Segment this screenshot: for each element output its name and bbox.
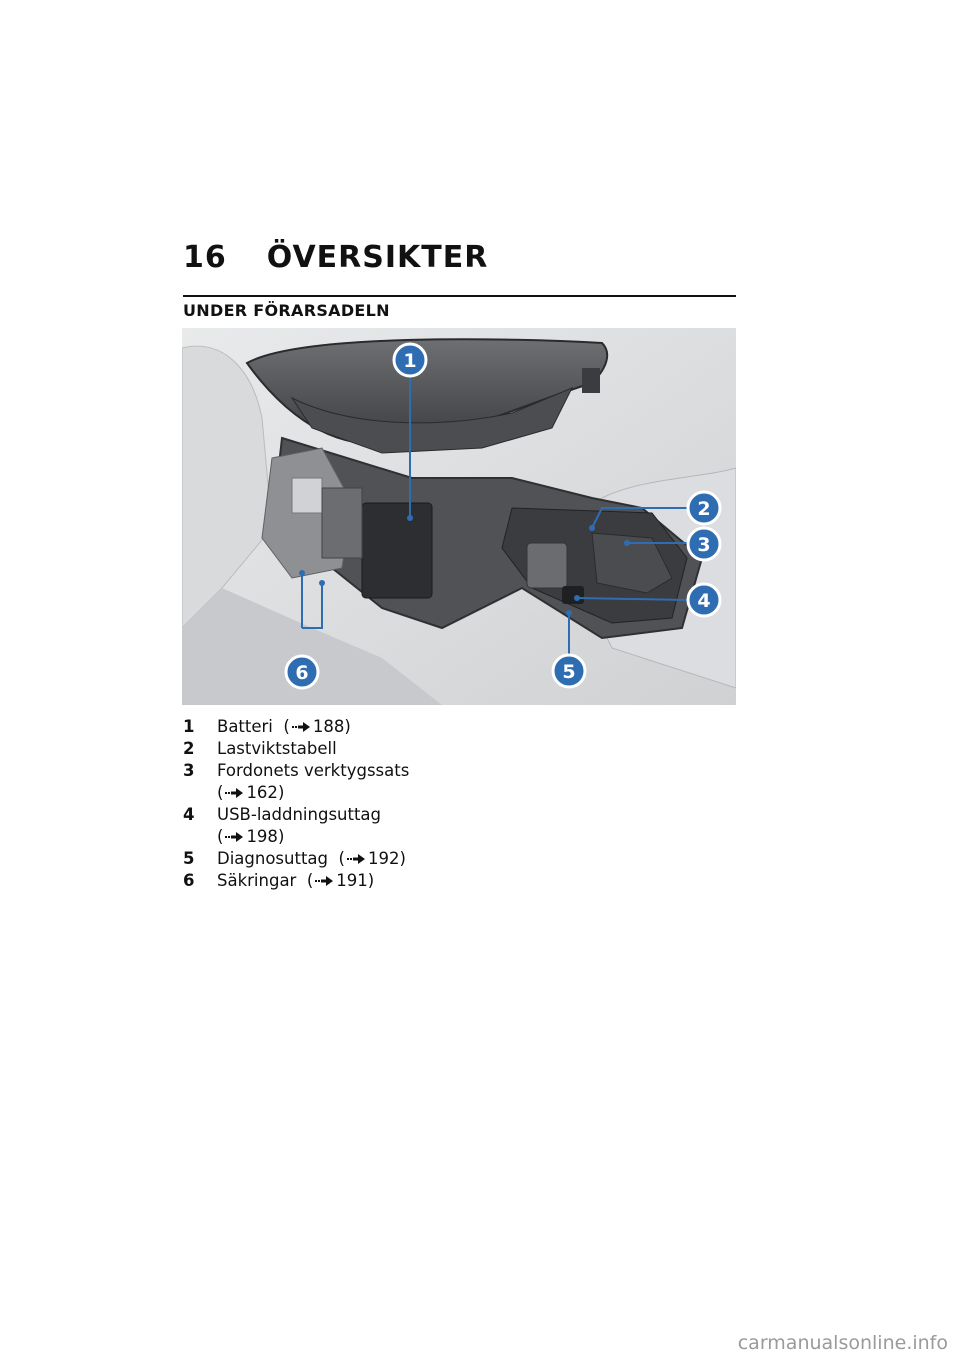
legend-item-number: 2: [183, 739, 195, 758]
parts-legend: [183, 716, 736, 892]
callout-6: [286, 656, 318, 688]
seat-latch: [527, 543, 567, 588]
page-reference[interactable]: ( 191): [301, 871, 375, 890]
page-reference-number: 198: [246, 827, 278, 846]
legend-item-label: Diagnosuttag: [217, 849, 329, 868]
reference-arrow-icon: [225, 788, 243, 798]
callout-5-label: 5: [562, 661, 576, 683]
callout-2-label: 2: [697, 498, 711, 520]
header-rule: [183, 295, 736, 297]
page-reference[interactable]: ( 198): [217, 827, 285, 846]
page-reference[interactable]: ( 192): [333, 849, 406, 868]
page-reference-number: 192: [367, 849, 400, 868]
page-header: [183, 240, 736, 275]
callout-6-label: 6: [295, 662, 309, 684]
legend-item-label: Lastviktstabell: [217, 739, 337, 758]
section-title: UNDER FÖRARSADELN: [183, 301, 390, 320]
reference-arrow-icon: [347, 854, 365, 864]
legend-item-label: Batteri: [217, 717, 273, 736]
watermark: carmanualsonline.info: [737, 1332, 948, 1354]
legend-item-label: Säkringar: [217, 871, 297, 890]
callout-3: [688, 528, 720, 560]
reference-arrow-icon: [315, 876, 333, 886]
legend-item-number: 5: [183, 849, 195, 868]
page-number: 16: [183, 240, 227, 275]
callout-4: [688, 584, 720, 616]
legend-item-number: 3: [183, 761, 195, 780]
legend-item: [183, 848, 736, 870]
page-reference-number: 188: [312, 717, 345, 736]
legend-item: [183, 716, 736, 738]
legend-item-label: Fordonets verktygssats: [217, 761, 410, 780]
battery-box: [362, 503, 432, 598]
legend-item: [183, 870, 736, 892]
legend-item: [183, 804, 736, 848]
chapter-title: ÖVERSIKTER: [266, 240, 489, 275]
legend-item: [183, 760, 736, 804]
legend-item: [183, 738, 736, 760]
page-reference-number: 162: [246, 783, 278, 802]
callout-1-label: 1: [403, 350, 417, 372]
callout-2: [688, 492, 720, 524]
callout-3-label: 3: [697, 534, 711, 556]
legend-item-number: 1: [183, 717, 195, 736]
callout-5: [553, 655, 585, 687]
page-reference-number: 191: [336, 871, 368, 890]
page-reference[interactable]: ( 188): [278, 717, 351, 736]
callout-1: [394, 344, 426, 376]
legend-item-number: 6: [183, 871, 195, 890]
page-reference[interactable]: ( 162): [217, 783, 285, 802]
reference-arrow-icon: [225, 832, 243, 842]
callout-4-label: 4: [697, 590, 711, 612]
legend-item-label: USB-laddningsuttag: [217, 805, 382, 824]
seat-compartment-illustration: [182, 328, 736, 705]
usb-socket-part: [562, 586, 584, 604]
reference-arrow-icon: [292, 722, 310, 732]
legend-item-number: 4: [183, 805, 195, 824]
